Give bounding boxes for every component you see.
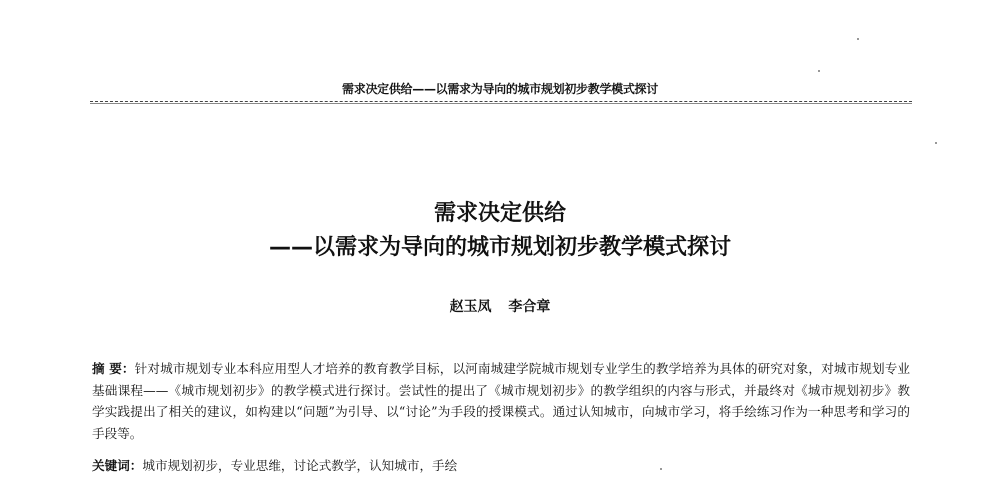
scan-speck <box>857 38 859 40</box>
scan-speck <box>660 468 662 470</box>
keywords-line <box>92 455 910 477</box>
abstract-text: 针对城市规划专业本科应用型人才培养的教育教学目标，以河南城建学院城市规划专业学生的教学培养为具体的研究对象，对城市规划专业基础课程——《城市规划初步》的教学模式进行探讨。尝试性的提出了《城市规划初步》的教学组织的内容与形式，并最终对《城市规划初步》教学实践提出了相关的建议，如构建以“问题”为引导、以“讨论”为手段的授课模式。通过认知城市，向城市学习，将手绘练习作为一种思考和学习的手段等。 <box>92 361 911 441</box>
header-rule-secondary <box>90 103 912 104</box>
article-subtitle: ——以需求为导向的城市规划初步教学模式探讨 <box>268 235 731 260</box>
keywords-text: 城市规划初步，专业思维，讨论式教学，认知城市，手绘 <box>142 458 458 473</box>
article-authors: 赵玉凤 李合章 <box>449 299 551 315</box>
article-title: 需求决定供给 <box>433 201 566 226</box>
running-header: 需求决定供给——以需求为导向的城市规划初步教学模式探讨 <box>342 82 658 96</box>
scan-speck <box>818 70 820 72</box>
scan-speck <box>935 142 937 144</box>
keywords-label: 关键词： <box>92 458 143 473</box>
header-rule <box>90 101 912 102</box>
abstract-paragraph <box>92 358 910 444</box>
abstract-label: 摘 要： <box>92 361 135 376</box>
